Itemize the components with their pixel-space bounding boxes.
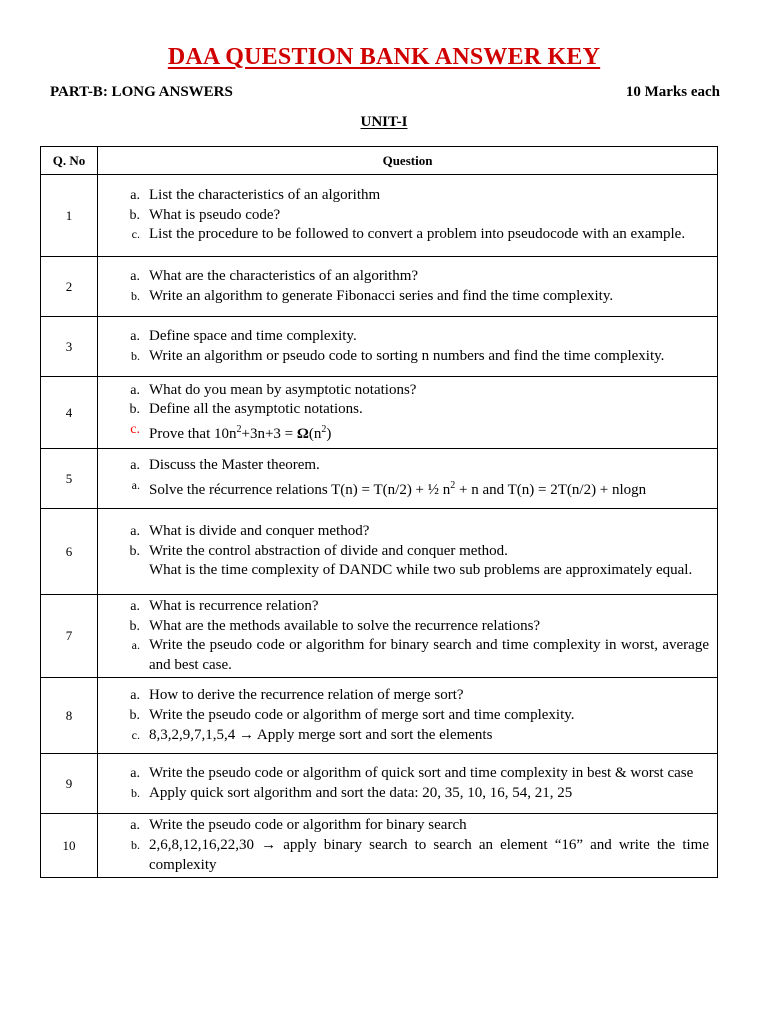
item-text: Write an algorithm or pseudo code to sorting n numbers and find the time complexity. <box>149 347 665 364</box>
question-item <box>98 347 709 367</box>
question-item <box>98 726 709 746</box>
question-cell <box>98 377 718 449</box>
question-item <box>98 287 709 307</box>
table-header-row <box>41 147 718 175</box>
table-row <box>41 449 718 509</box>
table-row <box>41 754 718 814</box>
question-item <box>98 816 709 836</box>
item-letter: b. <box>131 348 140 363</box>
question-item <box>98 381 709 401</box>
table-row <box>41 175 718 257</box>
item-letter: a. <box>130 458 140 474</box>
item-letter: a. <box>130 818 140 834</box>
question-cell <box>98 595 718 678</box>
item-text: Prove that $10n^2+3n+3 = \Omega(n^2)$ <box>149 423 332 442</box>
column-header-question: Question <box>98 147 718 175</box>
item-text: What is divide and conquer method? <box>149 523 370 540</box>
item-letter: c. <box>131 727 140 742</box>
item-text: What is recurrence relation? <box>149 598 319 614</box>
question-item <box>98 836 709 875</box>
table-row <box>41 377 718 449</box>
item-letter: a. <box>131 478 140 492</box>
question-item <box>98 206 709 226</box>
item-text: How to derive the recurrence relation of merge sort? <box>149 687 464 704</box>
question-item <box>98 542 709 562</box>
question-cell <box>98 678 718 754</box>
item-letter: a. <box>130 188 140 204</box>
item-letter: a. <box>130 688 140 704</box>
question-item <box>98 784 709 804</box>
question-number: 8 <box>41 678 98 754</box>
item-letter: a. <box>130 766 140 782</box>
question-cell <box>98 449 718 509</box>
item-letter: a. <box>130 268 140 284</box>
item-text: Write the control abstraction of divide and conquer method. <box>149 542 508 559</box>
item-text: 8,3,2,9,7,1,5,4 → Apply merge sort and sort the elements <box>149 726 493 743</box>
page-title: DAA QUESTION BANK ANSWER KEY <box>167 44 601 70</box>
item-text: What is pseudo code? <box>149 206 281 223</box>
item-text: What do you mean by asymptotic notations? <box>149 381 417 398</box>
question-item <box>98 327 709 347</box>
question-number: 3 <box>41 317 98 377</box>
question-item <box>98 225 709 245</box>
question-item <box>98 764 709 784</box>
item-text: Solve the récurrence relations T(n) = T(n/2) + ½ $n^2 + n$ and T(n) = 2T(n/2) + nlogn <box>149 480 647 498</box>
item-letter: a. <box>131 638 140 653</box>
item-letter: b. <box>129 543 140 559</box>
table-row <box>41 509 718 595</box>
item-text: Write the pseudo code or algorithm for binary search <box>149 817 467 834</box>
marks-label: 10 Marks each <box>625 84 720 100</box>
item-text: Discuss the Master theorem. <box>149 457 320 474</box>
item-letter: a. <box>130 599 140 614</box>
question-item <box>98 400 709 420</box>
item-text: 2,6,8,12,16,22,30 → apply binary search to search an element “16” and write the time complexity <box>149 836 709 873</box>
question-item <box>98 597 709 617</box>
question-item <box>98 420 709 445</box>
question-number: 10 <box>41 814 98 878</box>
item-text: Write the pseudo code or algorithm for binary search and time complexity in worst, average and best case. <box>149 637 709 673</box>
item-letter: a. <box>130 382 140 398</box>
question-cell <box>98 754 718 814</box>
item-text: Write an algorithm to generate Fibonacci series and find the time complexity. <box>149 287 614 304</box>
question-item <box>98 636 709 675</box>
question-number: 6 <box>41 509 98 595</box>
question-cell <box>98 509 718 595</box>
question-number: 5 <box>41 449 98 509</box>
question-item <box>98 456 709 476</box>
part-heading: PART-B: LONG ANSWERS <box>50 84 233 100</box>
item-letter: a. <box>130 524 140 540</box>
item-letter: b. <box>131 288 140 303</box>
question-table <box>40 146 718 878</box>
question-item <box>98 267 709 287</box>
table-row <box>41 595 718 678</box>
item-letter: c. <box>130 421 140 437</box>
question-item <box>98 561 709 581</box>
question-cell <box>98 257 718 317</box>
table-row <box>41 257 718 317</box>
question-cell <box>98 814 718 878</box>
question-number: 2 <box>41 257 98 317</box>
item-text: What are the characteristics of an algorithm? <box>149 267 419 284</box>
item-text: List the procedure to be followed to convert a problem into pseudocode with an example. <box>149 226 686 243</box>
question-item <box>98 476 709 501</box>
item-letter: a. <box>130 328 140 344</box>
column-header-qno: Q. No <box>41 147 98 175</box>
item-text: List the characteristics of an algorithm <box>149 187 381 204</box>
item-letter: c. <box>131 227 140 242</box>
unit-heading: UNIT-I <box>360 114 408 130</box>
item-letter: b. <box>129 708 140 724</box>
question-item <box>98 617 709 637</box>
item-letter: b. <box>131 785 140 800</box>
item-letter: b. <box>131 837 140 852</box>
table-row <box>41 678 718 754</box>
table-row <box>41 814 718 878</box>
item-text: Define space and time complexity. <box>149 327 357 344</box>
question-number: 4 <box>41 377 98 449</box>
item-text: Write the pseudo code or algorithm of quick sort and time complexity in best & worst case <box>149 765 694 782</box>
question-item <box>98 186 709 206</box>
item-text: What is the time complexity of DANDC while two sub problems are approximately equal. <box>149 562 693 579</box>
question-number: 7 <box>41 595 98 678</box>
item-text: Define all the asymptotic notations. <box>149 401 363 418</box>
question-item <box>98 686 709 706</box>
item-letter: b. <box>129 402 140 418</box>
question-number: 1 <box>41 175 98 257</box>
item-text: Apply quick sort algorithm and sort the data: 20, 35, 10, 16, 54, 21, 25 <box>149 784 573 801</box>
question-item <box>98 522 709 542</box>
question-number: 9 <box>41 754 98 814</box>
item-text: What are the methods available to solve the recurrence relations? <box>149 617 541 634</box>
item-letter: b. <box>129 618 140 634</box>
question-cell <box>98 317 718 377</box>
question-cell <box>98 175 718 257</box>
question-item <box>98 706 709 726</box>
item-letter: b. <box>129 207 140 223</box>
item-text: Write the pseudo code or algorithm of merge sort and time complexity. <box>149 707 575 724</box>
table-row <box>41 317 718 377</box>
